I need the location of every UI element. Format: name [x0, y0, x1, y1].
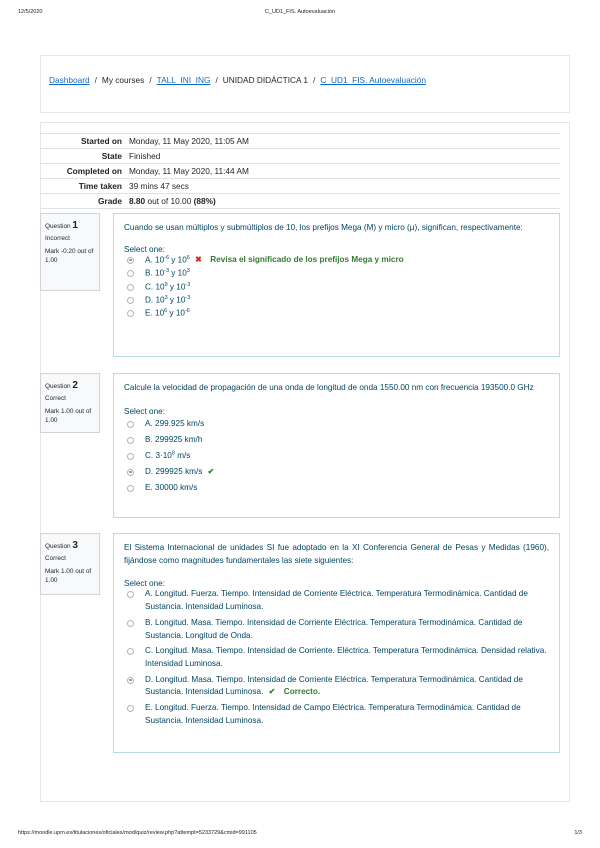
grade-percent: (88%)	[193, 196, 216, 206]
question-mark: Mark 1.00 out of 1.00	[45, 407, 92, 424]
option-d[interactable]	[124, 464, 549, 480]
check-icon: ✔	[268, 687, 276, 697]
breadcrumb-separator: /	[94, 75, 97, 85]
breadcrumb-container	[40, 55, 570, 113]
print-page-number: 1/3	[574, 830, 582, 836]
option-text: 10	[155, 255, 165, 265]
option-text: 10	[155, 309, 165, 319]
option-c[interactable]	[124, 448, 549, 464]
summary-row-grade	[40, 194, 560, 209]
summary-label: Started on	[80, 136, 122, 146]
question-text: Cuando se usan múltiplos y submúltiplos de 10, los prefijos Mega (M) y micro (μ), significan, respectivamente:	[124, 223, 523, 232]
radio-button[interactable]	[127, 705, 134, 712]
radio-button[interactable]	[127, 620, 134, 627]
option-d[interactable]	[124, 674, 549, 699]
option-letter: E.	[145, 309, 153, 319]
option-exponent: -3	[164, 268, 170, 275]
option-letter: E.	[145, 482, 153, 492]
option-exponent: -6	[184, 308, 190, 315]
check-icon: ✔	[207, 466, 215, 476]
summary-row-state	[40, 149, 560, 164]
option-letter: B.	[145, 268, 153, 278]
option-letter: B.	[145, 617, 153, 627]
option-letter: D.	[145, 295, 154, 305]
option-exponent: 8	[171, 449, 175, 456]
option-exponent: 3	[164, 295, 168, 302]
option-exponent: 9	[164, 281, 168, 288]
radio-button[interactable]	[127, 469, 134, 476]
radio-button[interactable]	[127, 485, 134, 492]
option-text: 10	[155, 282, 165, 292]
radio-button[interactable]	[127, 270, 134, 277]
radio-button[interactable]	[127, 437, 134, 444]
option-text: Longitud. Fuerza. Tiempo. Intensidad de Corriente Eléctrica. Temperatura Termodinámica. Cantidad de Sustancia. Intensidad Luminosa.	[145, 589, 528, 612]
select-one-label: Select one:	[124, 579, 165, 589]
print-header	[0, 9, 600, 19]
question-label: Question	[45, 543, 71, 550]
option-letter: C.	[145, 282, 154, 292]
radio-button[interactable]	[127, 648, 134, 655]
question-text: El Sistema Internacional de unidades SI fue adoptado en la XI Conferencia General de Pesas y Medidas (1960), fijándose como magnitudes fundamentales las siete siguientes:	[124, 543, 549, 565]
summary-value: Monday, 11 May 2020, 11:44 AM	[129, 166, 249, 176]
option-b[interactable]	[124, 432, 549, 448]
option-text: Longitud. Masa. Tiempo. Intensidad de Corriente Eléctrica. Temperatura Termodinámica. Cantidad de Sustancia. Intensidad Luminosa.	[145, 674, 523, 697]
question-number: 1	[72, 220, 78, 231]
option-text: 299.925 km/s	[155, 418, 205, 428]
print-title: C_UD1_FIS. Autoevaluación	[264, 9, 335, 15]
option-a[interactable]	[124, 254, 549, 267]
summary-value: 39 mins 47 secs	[129, 181, 189, 191]
summary-label: Grade	[98, 196, 122, 206]
summary-value: Monday, 11 May 2020, 11:05 AM	[129, 136, 249, 146]
option-exponent: 6	[164, 308, 168, 315]
question-state: Correct	[45, 555, 66, 562]
question-mark: Mark 1.00 out of 1.00	[45, 567, 92, 584]
cross-icon: ✖	[195, 255, 203, 265]
question-info-1	[40, 213, 100, 291]
option-letter: D.	[145, 674, 154, 684]
feedback-text: Revisa el significado de los prefijos Mega y micro	[210, 255, 404, 265]
breadcrumb	[49, 75, 426, 85]
question-box-2	[113, 373, 560, 518]
option-text: 299925 km/s	[155, 466, 203, 476]
option-text: Longitud. Masa. Tiempo. Intensidad de Corriente Eléctrica. Temperatura Termodinámica. Cantidad de Sustancia. Longitud de Onda.	[145, 617, 523, 640]
summary-label: Time taken	[78, 181, 122, 191]
attempt-summary-table	[40, 133, 560, 209]
radio-button[interactable]	[127, 453, 134, 460]
option-text: 299925 km/h	[155, 434, 203, 444]
breadcrumb-separator: /	[313, 75, 316, 85]
option-exponent: -6	[164, 254, 170, 261]
feedback-text: Correcto.	[283, 687, 321, 697]
summary-value: Finished	[129, 151, 161, 161]
option-letter: C.	[145, 646, 154, 656]
breadcrumb-unit: UNIDAD DIDÁCTICA 1	[222, 75, 309, 85]
option-e[interactable]	[124, 702, 549, 727]
radio-button[interactable]	[127, 591, 134, 598]
print-url: https://moodle.upm.es/titulaciones/oficiales/mod/quiz/review.php?attempt=5233729&cmid=991105	[18, 830, 257, 836]
summary-label: Completed on	[66, 166, 122, 176]
option-exponent: -3	[185, 281, 191, 288]
radio-button[interactable]	[127, 284, 134, 291]
option-exponent: 6	[186, 254, 190, 261]
option-letter: E.	[145, 703, 153, 713]
option-letter: A.	[145, 255, 153, 265]
option-exponent: 3	[186, 268, 190, 275]
option-letter: A.	[145, 418, 153, 428]
option-d[interactable]	[124, 294, 549, 307]
breadcrumb-quiz[interactable]: C_UD1_FIS. Autoevaluación	[320, 75, 426, 85]
option-letter: B.	[145, 434, 153, 444]
option-b[interactable]	[124, 617, 549, 642]
option-letter: D.	[145, 466, 154, 476]
option-text: y 10	[167, 309, 185, 319]
option-text: 30000 km/s	[155, 482, 198, 492]
question-box-3	[113, 533, 560, 753]
radio-button[interactable]	[127, 257, 134, 264]
question-state: Correct	[45, 395, 66, 402]
option-e[interactable]	[124, 307, 549, 320]
breadcrumb-dashboard[interactable]: Dashboard	[49, 75, 90, 85]
question-number: 3	[72, 540, 78, 551]
question-info-2	[40, 373, 100, 433]
summary-row-started	[40, 133, 560, 149]
breadcrumb-separator: /	[215, 75, 218, 85]
option-text: 10	[155, 295, 165, 305]
option-e[interactable]	[124, 480, 549, 496]
radio-button[interactable]	[127, 310, 134, 317]
option-a[interactable]	[124, 416, 549, 432]
summary-value	[129, 196, 216, 206]
question-number: 2	[72, 380, 78, 391]
radio-button[interactable]	[127, 421, 134, 428]
option-text: m/s	[174, 450, 191, 460]
question-box-1	[113, 213, 560, 357]
question-mark: Mark -0.20 out of 1.00	[45, 247, 94, 264]
option-exponent: -3	[185, 295, 191, 302]
grade-score: 8.80	[129, 196, 146, 206]
summary-label: State	[101, 151, 122, 161]
summary-row-time	[40, 179, 560, 194]
summary-row-completed	[40, 164, 560, 179]
option-text: 10	[155, 268, 165, 278]
option-text: 3·10	[155, 450, 172, 460]
option-text: y 10	[169, 255, 187, 265]
option-letter: A.	[145, 589, 153, 599]
question-text: Calcule la velocidad de propagación de una onda de longitud de onda 1550.00 nm con frecuencia 193500.0 GHz	[124, 383, 534, 392]
option-b[interactable]	[124, 267, 549, 280]
breadcrumb-course[interactable]: TALL_INI_ING	[156, 75, 211, 85]
option-text: Longitud. Masa. Tiempo. Intensidad de Corriente. Eléctrica. Temperatura Termodinámica. Densidad relativa. Intensidad Luminosa.	[145, 646, 547, 668]
option-c[interactable]	[124, 645, 549, 670]
option-text: Longitud. Fuerza. Tiempo. Intensidad de Campo Eléctrica. Temperatura Termodinámica. Cantidad de Sustancia. Intensidad Luminosa.	[145, 703, 521, 725]
question-info-3	[40, 533, 100, 595]
option-a[interactable]	[124, 588, 549, 613]
option-text: y 10	[167, 282, 186, 292]
select-one-label: Select one:	[124, 244, 165, 254]
option-text: y 10	[167, 295, 186, 305]
question-label: Question	[45, 383, 71, 390]
select-one-label: Select one:	[124, 406, 165, 416]
breadcrumb-separator: /	[149, 75, 152, 85]
print-date: 12/5/2020	[18, 9, 43, 15]
question-label: Question	[45, 223, 71, 230]
option-c[interactable]	[124, 281, 549, 294]
option-letter: C.	[145, 450, 154, 460]
grade-out-of: out of 10.00	[145, 196, 194, 206]
radio-button[interactable]	[127, 297, 134, 304]
radio-button[interactable]	[127, 677, 134, 684]
option-text: y 10	[169, 268, 187, 278]
breadcrumb-my-courses: My courses	[101, 75, 145, 85]
question-state: Incorrect	[45, 235, 70, 242]
